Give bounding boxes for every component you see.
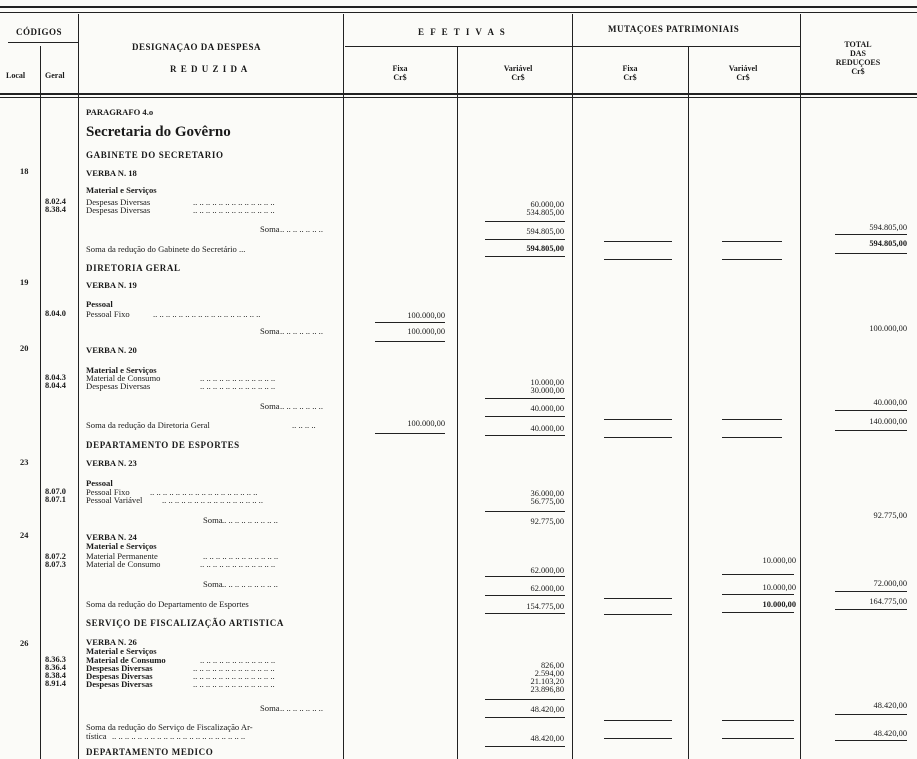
verba26-row3-leader: .. .. .. .. .. .. .. .. .. .. .. .. .. (193, 671, 275, 681)
header-efetivas: E F E T I V A S (418, 27, 507, 37)
esp-var-rule-2 (485, 613, 565, 614)
esp-mut-rule-2 (604, 614, 672, 615)
verba20-soma-leader: .. .. .. .. .. .. .. (280, 401, 323, 411)
header-reduzida: R E D U Z I D A (170, 64, 249, 74)
verba19-group: Pessoal (86, 299, 113, 309)
dir-mvar-rule-1 (722, 419, 782, 420)
header-mutacoes: MUTAÇOES PATRIMONIAIS (608, 24, 740, 34)
header-designacao: DESIGNAÇAO DA DESPESA (132, 42, 262, 52)
verba24-row1-leader: .. .. .. .. .. .. .. .. .. .. .. .. (203, 551, 279, 561)
soma-esportes-mut: 10.000,00 (762, 600, 796, 609)
verba24-total: 72.000,00 (873, 579, 907, 588)
verba23-soma-leader: .. .. .. .. .. .. .. .. .. (222, 515, 278, 525)
verba24-soma-label: Soma (203, 579, 223, 589)
diretoria-heading: DIRETORIA GERAL (86, 263, 181, 273)
gab-rule-1 (485, 239, 565, 240)
soma-fiscal-variavel: 48.420,00 (530, 734, 564, 743)
verba24-mut-rule (722, 574, 794, 575)
verba24-group: Material e Serviços (86, 541, 157, 551)
verba26-row2-geral: 8.36.4 (45, 663, 66, 672)
fis-mvar-rule-1 (722, 720, 794, 721)
header-fixa-1 (380, 64, 420, 82)
fis-var-rule-1 (485, 717, 565, 718)
fis-mut-rule-1 (604, 720, 672, 721)
verba18-group: Material e Serviços (86, 185, 157, 195)
verba19-soma-label: Soma (260, 326, 280, 336)
verba26-group: Material e Serviços (86, 646, 157, 656)
verba19-soma: 100.000,00 (407, 327, 445, 336)
verba23-soma-label: Soma (203, 515, 223, 525)
verba24-soma-leader: .. .. .. .. .. .. .. .. .. (222, 579, 278, 589)
top-rule-2 (0, 12, 917, 13)
esp-mvar-rule-1 (722, 594, 794, 595)
soma-gabinete-label: Soma da redução do Gabinete do Secretário ... (86, 244, 246, 254)
verba26-rule (485, 699, 565, 700)
soma-diretoria-variavel: 40.000,00 (530, 424, 564, 433)
fis-mut-rule-2 (604, 738, 672, 739)
col-sep-geral (78, 14, 79, 759)
dir-fixa-rule (375, 433, 445, 434)
verba20-soma-label: Soma (260, 401, 280, 411)
verba20-row1-leader: .. .. .. .. .. .. .. .. .. .. .. .. (200, 373, 276, 383)
soma-gabinete-variavel: 594.805,00 (526, 244, 564, 253)
verba26-row2-desc: Despesas Diversas (86, 663, 153, 673)
dir-tot-rule (835, 430, 907, 431)
col-sep-desig (343, 14, 344, 759)
verba26-row4-leader: .. .. .. .. .. .. .. .. .. .. .. .. .. (193, 679, 275, 689)
esp-mvar-rule-2 (722, 612, 794, 613)
verba26-total-rule (835, 714, 907, 715)
soma-diretoria-total: 140.000,00 (869, 417, 907, 426)
verba26-local: 26 (20, 639, 29, 648)
verba18-row2-value: 534.805,00 (526, 208, 564, 217)
verba24-total-rule (835, 591, 907, 592)
verba20-total: 40.000,00 (873, 398, 907, 407)
header-fixa-1-cur: Cr$ (393, 73, 407, 82)
verba20-row2-value: 30.000,00 (530, 386, 564, 395)
fis-mvar-rule-2 (722, 738, 794, 739)
verba23-row2-desc: Pessoal Variável (86, 495, 143, 505)
header-bottom-rule (0, 93, 917, 95)
verba24-title: VERBA N. 24 (86, 532, 137, 542)
verba20-group: Material e Serviços (86, 365, 157, 375)
verba26-row3-desc: Despesas Diversas (86, 671, 153, 681)
verba26-row3-value: 21.103,20 (530, 677, 564, 686)
verba18-local: 18 (20, 167, 29, 176)
soma-esportes-total: 164.775,00 (869, 597, 907, 606)
header-fixa-2-cur: Cr$ (623, 73, 637, 82)
header-variavel-1 (493, 64, 543, 82)
verba23-group: Pessoal (86, 478, 113, 488)
verba26-title: VERBA N. 26 (86, 637, 137, 647)
verba19-local: 19 (20, 278, 29, 287)
verba19-rule (375, 322, 445, 323)
header-variavel-2 (718, 64, 768, 82)
verba18-row1-leader: .. .. .. .. .. .. .. .. .. .. .. .. .. (193, 197, 275, 207)
verba26-soma: 48.420,00 (530, 705, 564, 714)
header-fixa-2 (610, 64, 650, 82)
verba23-soma: 92.775,00 (530, 517, 564, 526)
verba24-soma-mut: 10.000,00 (762, 583, 796, 592)
verba24-row2-desc: Material de Consumo (86, 559, 161, 569)
fis-tot-rule (835, 740, 907, 741)
header-variavel-2-label: Variável (728, 64, 758, 73)
soma-fiscal-label-1: Soma da redução do Serviço de Fiscalização Ar- (86, 722, 253, 732)
header-total-l2: DAS (849, 49, 866, 58)
dir-mvar-rule-2 (722, 437, 782, 438)
gab-mvar-rule-2 (722, 259, 782, 260)
dir-mut-rule-1 (604, 419, 672, 420)
verba18-soma-leader: .. .. .. .. .. .. .. (280, 224, 323, 234)
verba23-row1-geral: 8.07.0 (45, 487, 66, 496)
verba23-row1-desc: Pessoal Fixo (86, 487, 130, 497)
verba26-row4-desc: Despesas Diversas (86, 679, 153, 689)
gab-tot-rule (835, 253, 907, 254)
header-total-l4: Cr$ (851, 67, 865, 76)
verba18-row2-leader: .. .. .. .. .. .. .. .. .. .. .. .. .. (193, 205, 275, 215)
soma-diretoria-leader: .. .. .. .. (292, 420, 316, 430)
header-fixa-2-label: Fixa (622, 64, 638, 73)
verba24-local: 24 (20, 531, 29, 540)
medico-heading: DEPARTAMENTO MEDICO (86, 747, 214, 757)
header-local: Local (6, 71, 26, 80)
dir-var-rule-2 (485, 435, 565, 436)
verba23-title: VERBA N. 23 (86, 458, 137, 468)
soma-diretoria-label: Soma da redução da Diretoria Geral (86, 420, 210, 430)
header-variavel-1-label: Variável (503, 64, 533, 73)
esportes-heading: DEPARTAMENTO DE ESPORTES (86, 440, 240, 450)
verba23-local: 23 (20, 458, 29, 467)
verba19-total: 100.000,00 (869, 324, 907, 333)
col-sep-fixa (457, 46, 458, 759)
verba26-row2-leader: .. .. .. .. .. .. .. .. .. .. .. .. .. (193, 663, 275, 673)
verba26-soma-leader: .. .. .. .. .. .. .. (280, 703, 323, 713)
soma-fiscal-leader: .. .. .. .. .. .. .. .. .. .. .. .. .. .. .. .. .. .. .. .. .. (112, 731, 246, 741)
verba26-row1-geral: 8.36.3 (45, 655, 66, 664)
verba18-soma-label: Soma (260, 224, 280, 234)
verba20-row1-value: 10.000,00 (530, 378, 564, 387)
codigos-underline (8, 42, 78, 43)
soma-esportes-label: Soma da redução do Departamento de Esportes (86, 599, 249, 609)
gab-mvar-rule-1 (722, 241, 782, 242)
verba24-row1-desc: Material Permanente (86, 551, 158, 561)
gab-mut-rule-2 (604, 259, 672, 260)
esp-tot-rule (835, 609, 907, 610)
esp-var-rule-1 (485, 595, 565, 596)
dir-mut-rule-2 (604, 437, 672, 438)
header-variavel-2-cur: Cr$ (736, 73, 750, 82)
verba18-soma: 594.805,00 (526, 227, 564, 236)
verba20-total-rule (835, 410, 907, 411)
verba24-row2-leader: .. .. .. .. .. .. .. .. .. .. .. .. (200, 559, 276, 569)
verba18-rule (485, 221, 565, 222)
verba18-row2-desc: Despesas Diversas (86, 205, 151, 215)
verba20-title: VERBA N. 20 (86, 345, 137, 355)
verba19-row1-value: 100.000,00 (407, 311, 445, 320)
gab-mut-rule-1 (604, 241, 672, 242)
verba24-row1-geral: 8.07.2 (45, 552, 66, 561)
verba26-row1-value: 826,00 (540, 661, 564, 670)
verba18-row1-desc: Despesas Diversas (86, 197, 151, 207)
verba18-row1-geral: 8.02.4 (45, 197, 66, 206)
verba24-row2-geral: 8.07.3 (45, 560, 66, 569)
verba19-row1-leader: .. .. .. .. .. .. .. .. .. .. .. .. .. .. .. .. .. (153, 309, 261, 319)
col-sep-local (40, 46, 41, 759)
verba18-row2-geral: 8.38.4 (45, 205, 66, 214)
verba24-rule (485, 576, 565, 577)
verba26-row2-value: 2.594,00 (534, 669, 564, 678)
verba23-row1-leader: .. .. .. .. .. .. .. .. .. .. .. .. .. .. .. .. .. (150, 487, 258, 497)
verba26-row4-geral: 8.91.4 (45, 679, 66, 688)
verba26-row1-desc: Material de Consumo (86, 655, 166, 665)
header-total (823, 40, 893, 76)
verba26-row3-geral: 8.38.4 (45, 671, 66, 680)
verba20-rule (485, 398, 565, 399)
verba20-local: 20 (20, 344, 29, 353)
header-total-l1: TOTAL (844, 40, 872, 49)
verba23-rule (485, 511, 565, 512)
soma-fiscal-total: 48.420,00 (873, 729, 907, 738)
header-geral: Geral (45, 71, 65, 80)
dir-var-rule-1 (485, 416, 565, 417)
header-total-l3: REDUÇOES (835, 58, 881, 67)
soma-fiscal-label-2: tística (86, 731, 107, 741)
header-fixa-1-label: Fixa (392, 64, 408, 73)
soma-gabinete-total: 594.805,00 (869, 239, 907, 248)
verba26-soma-label: Soma (260, 703, 280, 713)
verba20-row2-geral: 8.04.4 (45, 381, 66, 390)
verba20-row2-leader: .. .. .. .. .. .. .. .. .. .. .. .. (200, 381, 276, 391)
soma-diretoria-fixa: 100.000,00 (407, 419, 445, 428)
col-sep-mut (688, 46, 689, 759)
soma-esportes-variavel: 154.775,00 (526, 602, 564, 611)
verba26-row1-leader: .. .. .. .. .. .. .. .. .. .. .. .. (200, 655, 276, 665)
gabinete-heading: GABINETE DO SECRETARIO (86, 150, 224, 160)
verba19-rule-2 (375, 341, 445, 342)
gab-rule-2 (485, 256, 565, 257)
verba19-title: VERBA N. 19 (86, 280, 137, 290)
col-sep-efetivas (572, 14, 573, 759)
verba23-row2-geral: 8.07.1 (45, 495, 66, 504)
verba24-soma-var: 62.000,00 (530, 584, 564, 593)
verba19-soma-leader: .. .. .. .. .. .. .. (280, 326, 323, 336)
verba24-row1-value: 10.000,00 (762, 556, 796, 565)
header-variavel-1-cur: Cr$ (511, 73, 525, 82)
verba26-row4-value: 23.896,80 (530, 685, 564, 694)
verba18-total-rule (835, 234, 907, 235)
verba18-row1-value: 60.000,00 (530, 200, 564, 209)
verba18-title: VERBA N. 18 (86, 168, 137, 178)
header-codigos: CÓDIGOS (16, 27, 63, 37)
fis-var-rule-2 (485, 746, 565, 747)
verba20-soma: 40.000,00 (530, 404, 564, 413)
verba24-row2-value: 62.000,00 (530, 566, 564, 575)
verba23-row2-value: 56.775,00 (530, 497, 564, 506)
verba23-row1-value: 36.000,00 (530, 489, 564, 498)
verba18-total: 594.805,00 (869, 223, 907, 232)
verba23-row2-leader: .. .. .. .. .. .. .. .. .. .. .. .. .. .. .. .. (162, 495, 263, 505)
verba20-row1-geral: 8.04.3 (45, 373, 66, 382)
verba23-total: 92.775,00 (873, 511, 907, 520)
verba19-row1-geral: 8.04.0 (45, 309, 66, 318)
verba26-total: 48.420,00 (873, 701, 907, 710)
top-rule (0, 6, 917, 8)
header-bottom-rule-2 (0, 97, 917, 98)
verba19-row1-desc: Pessoal Fixo (86, 309, 130, 319)
verba20-row2-desc: Despesas Diversas (86, 381, 151, 391)
verba20-row1-desc: Material de Consumo (86, 373, 161, 383)
fiscalizacao-heading: SERVIÇO DE FISCALIZAÇÃO ARTISTICA (86, 618, 284, 628)
paragrafo-heading: PARAGRAFO 4.o (86, 107, 154, 117)
col-sep-total (800, 14, 801, 759)
secretaria-title: Secretaria do Govêrno (86, 124, 231, 140)
esp-mut-rule-1 (604, 598, 672, 599)
